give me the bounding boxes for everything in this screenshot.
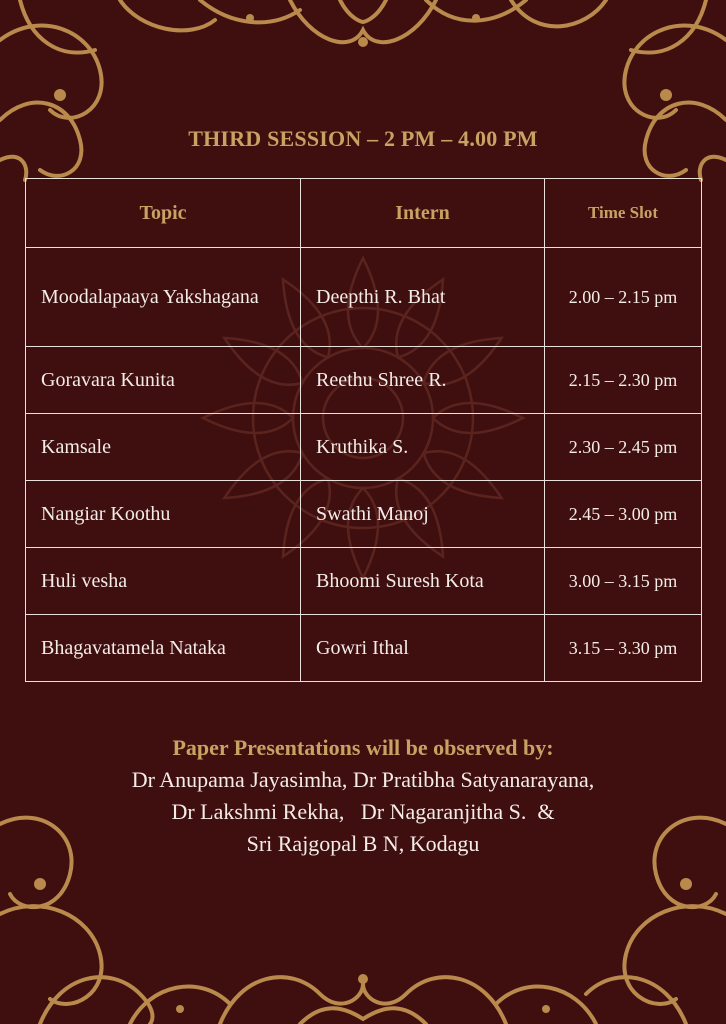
observer-line: Sri Rajgopal B N, Kodagu [246, 831, 480, 856]
intern-cell: Bhoomi Suresh Kota [301, 548, 545, 615]
intern-cell: Reethu Shree R. [301, 347, 545, 414]
intern-cell: Gowri Ithal [301, 615, 545, 682]
top-floral-ornament [0, 0, 726, 190]
time-cell: 2.30 – 2.45 pm [545, 414, 702, 481]
intern-cell: Deepthi R. Bhat [301, 248, 545, 347]
topic-cell: Goravara Kunita [26, 347, 301, 414]
time-cell: 3.00 – 3.15 pm [545, 548, 702, 615]
topic-cell: Bhagavatamela Nataka [26, 615, 301, 682]
topic-cell: Huli vesha [26, 548, 301, 615]
table-row [26, 414, 702, 481]
time-cell: 2.45 – 3.00 pm [545, 481, 702, 548]
header-intern: Intern [301, 179, 545, 248]
observers-section [0, 732, 726, 860]
table-row [26, 248, 702, 347]
table-header-row [26, 179, 702, 248]
topic-cell: Moodalapaaya Yakshagana [26, 248, 301, 347]
intern-cell: Kruthika S. [301, 414, 545, 481]
observer-line: Dr Lakshmi Rekha, Dr Nagaranjitha S. & [171, 799, 555, 824]
topic-cell: Kamsale [26, 414, 301, 481]
observers-heading: Paper Presentations will be observed by: [172, 735, 554, 760]
header-topic: Topic [26, 179, 301, 248]
table-row [26, 548, 702, 615]
table-row [26, 615, 702, 682]
time-cell: 3.15 – 3.30 pm [545, 615, 702, 682]
header-time-slot: Time Slot [545, 179, 702, 248]
schedule-table [25, 178, 702, 682]
intern-cell: Swathi Manoj [301, 481, 545, 548]
observer-line: Dr Anupama Jayasimha, Dr Pratibha Satyanarayana, [131, 767, 595, 792]
table-row [26, 481, 702, 548]
time-cell: 2.15 – 2.30 pm [545, 347, 702, 414]
topic-cell: Nangiar Koothu [26, 481, 301, 548]
time-cell: 2.00 – 2.15 pm [545, 248, 702, 347]
session-title: THIRD SESSION – 2 PM – 4.00 PM [188, 126, 538, 151]
table-row [26, 347, 702, 414]
